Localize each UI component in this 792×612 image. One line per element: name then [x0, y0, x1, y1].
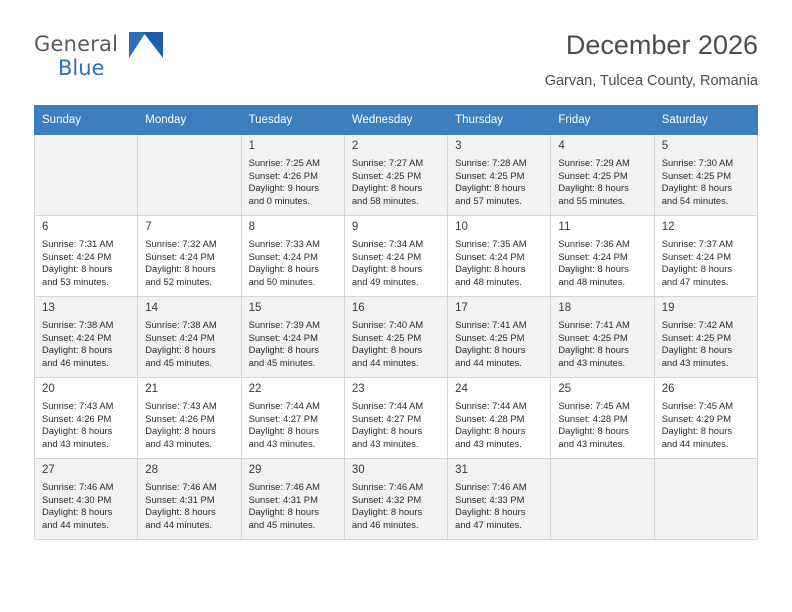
day-info-line: and 55 minutes. [558, 194, 626, 206]
day-info-line: Sunset: 4:25 PM [351, 331, 422, 343]
day-info-line: Sunrise: 7:31 AM [42, 238, 114, 249]
day-info-line: Sunset: 4:29 PM [661, 412, 731, 424]
day-info-line: Daylight: 8 hours [558, 425, 629, 437]
weekday-header-monday: Monday [138, 106, 241, 135]
day-cell-content [242, 378, 344, 458]
day-info-line: Daylight: 8 hours [661, 344, 733, 356]
day-cell-content [345, 216, 447, 296]
day-info-line: Sunrise: 7:32 AM [145, 238, 217, 249]
day-sun-info [455, 481, 545, 531]
day-sun-info [42, 400, 132, 450]
day-cell-content [138, 216, 240, 296]
day-info-line: and 44 minutes. [351, 356, 419, 368]
day-info-line: and 53 minutes. [42, 275, 109, 287]
day-number: 31 [455, 464, 468, 476]
calendar-day-cell[interactable] [344, 459, 447, 540]
calendar-day-cell[interactable] [654, 378, 757, 459]
day-sun-info [249, 481, 339, 531]
day-cell-content [551, 459, 653, 539]
day-info-line: Sunset: 4:24 PM [145, 250, 215, 262]
day-number: 13 [42, 302, 55, 314]
day-info-line: Sunrise: 7:44 AM [455, 400, 527, 411]
day-sun-info [352, 238, 442, 288]
weekday-header-tuesday: Tuesday [241, 106, 344, 135]
day-info-line: Sunset: 4:25 PM [455, 331, 525, 343]
day-info-line: and 43 minutes. [351, 437, 419, 449]
calendar-day-cell[interactable] [241, 135, 344, 216]
day-sun-info [352, 481, 442, 531]
day-info-line: Daylight: 8 hours [661, 263, 733, 275]
day-sun-info [558, 400, 648, 450]
day-info-line: and 44 minutes. [455, 356, 522, 368]
day-sun-info [352, 400, 442, 450]
day-info-line: and 52 minutes. [145, 275, 212, 287]
calendar-day-cell[interactable] [241, 378, 344, 459]
day-info-line: Sunrise: 7:30 AM [661, 157, 734, 168]
day-info-line: Daylight: 8 hours [351, 344, 423, 356]
day-number: 5 [661, 140, 669, 152]
day-number: 2 [351, 140, 359, 152]
day-info-line: and 45 minutes. [145, 356, 212, 368]
day-number: 18 [558, 302, 572, 314]
day-info-line: Daylight: 8 hours [455, 182, 526, 194]
day-info-line: Sunrise: 7:44 AM [248, 400, 320, 411]
calendar-day-cell[interactable] [448, 216, 551, 297]
day-cell-content [655, 216, 757, 296]
day-info-line: Sunrise: 7:36 AM [558, 238, 630, 249]
day-info-line: and 43 minutes. [558, 356, 626, 368]
day-info-line: Sunrise: 7:27 AM [351, 157, 424, 168]
day-info-line: Sunrise: 7:29 AM [558, 157, 630, 168]
day-sun-info [662, 238, 752, 288]
day-sun-info [145, 481, 235, 531]
calendar-day-cell[interactable] [138, 297, 241, 378]
day-info-line: and 43 minutes. [558, 437, 626, 449]
calendar-empty-cell [35, 135, 138, 216]
day-info-line: and 45 minutes. [248, 356, 316, 368]
day-number: 29 [248, 464, 262, 476]
day-info-line: Sunset: 4:28 PM [558, 412, 628, 424]
day-info-line: Daylight: 8 hours [351, 182, 423, 194]
day-number: 19 [661, 302, 675, 314]
day-info-line: Sunset: 4:24 PM [248, 331, 318, 343]
day-info-line: Sunset: 4:24 PM [351, 250, 422, 262]
day-cell-content [551, 135, 653, 215]
day-cell-content [448, 378, 550, 458]
day-info-line: Daylight: 8 hours [42, 425, 113, 437]
day-number: 25 [558, 383, 572, 395]
calendar-day-cell[interactable] [448, 297, 551, 378]
day-cell-content [345, 297, 447, 377]
calendar-day-cell[interactable] [654, 216, 757, 297]
day-info-line: Sunrise: 7:44 AM [351, 400, 424, 411]
logo-text-general: General [34, 32, 119, 56]
calendar-day-cell[interactable] [344, 378, 447, 459]
day-info-line: Daylight: 8 hours [558, 344, 629, 356]
calendar-day-cell[interactable] [551, 216, 654, 297]
page-title: December 2026 [565, 30, 758, 60]
day-info-line: Daylight: 8 hours [455, 263, 526, 275]
day-info-line: Sunrise: 7:46 AM [248, 481, 320, 492]
calendar-week-row [35, 459, 758, 540]
calendar-week-row [35, 297, 758, 378]
day-info-line: Sunset: 4:24 PM [455, 250, 525, 262]
day-cell-content [448, 216, 550, 296]
day-info-line: Sunset: 4:26 PM [42, 412, 112, 424]
day-info-line: Sunrise: 7:38 AM [145, 319, 217, 330]
day-info-line: Daylight: 8 hours [145, 425, 216, 437]
day-sun-info [249, 400, 339, 450]
day-info-line: Daylight: 8 hours [558, 263, 629, 275]
day-cell-content [35, 135, 137, 215]
calendar-table [34, 105, 758, 540]
calendar-day-cell[interactable] [448, 378, 551, 459]
day-cell-content [138, 135, 240, 215]
day-cell-content [448, 135, 550, 215]
day-info-line: Sunset: 4:33 PM [455, 493, 525, 505]
day-info-line: Sunset: 4:25 PM [455, 169, 525, 181]
day-number: 14 [145, 302, 159, 314]
day-cell-content [448, 459, 550, 539]
day-sun-info [145, 238, 235, 288]
calendar-week-row [35, 216, 758, 297]
day-info-line: Daylight: 8 hours [455, 344, 526, 356]
day-info-line: Sunset: 4:25 PM [661, 169, 731, 181]
calendar-day-cell[interactable] [344, 216, 447, 297]
calendar-day-cell[interactable] [138, 216, 241, 297]
day-cell-content [551, 297, 653, 377]
day-sun-info [249, 319, 339, 369]
day-cell-content [35, 459, 137, 539]
day-sun-info [558, 319, 648, 369]
day-sun-info [558, 238, 648, 288]
calendar-day-cell[interactable] [35, 216, 138, 297]
day-number: 9 [351, 221, 359, 233]
day-cell-content [242, 459, 344, 539]
day-cell-content [35, 378, 137, 458]
weekday-header-sunday: Sunday [35, 106, 138, 135]
calendar-empty-cell [551, 459, 654, 540]
calendar-day-cell[interactable] [241, 297, 344, 378]
day-sun-info [662, 319, 752, 369]
day-number: 7 [145, 221, 152, 233]
day-info-line: Daylight: 8 hours [455, 425, 526, 437]
calendar-day-cell[interactable] [241, 216, 344, 297]
day-cell-content [551, 216, 653, 296]
day-info-line: Sunrise: 7:40 AM [351, 319, 424, 330]
day-info-line: and 47 minutes. [455, 518, 522, 530]
day-sun-info [249, 238, 339, 288]
day-sun-info [42, 319, 132, 369]
day-info-line: and 44 minutes. [145, 518, 212, 530]
calendar-day-cell[interactable] [35, 378, 138, 459]
day-sun-info [249, 157, 339, 207]
day-cell-content [345, 378, 447, 458]
calendar-day-cell[interactable] [654, 297, 757, 378]
day-info-line: Sunrise: 7:39 AM [248, 319, 320, 330]
day-info-line: Sunset: 4:26 PM [248, 169, 318, 181]
day-info-line: and 46 minutes. [42, 356, 109, 368]
location-subtitle: Garvan, Tulcea County, Romania [544, 73, 758, 89]
day-info-line: Sunset: 4:24 PM [661, 250, 731, 262]
day-info-line: and 44 minutes. [42, 518, 109, 530]
day-info-line: Sunrise: 7:43 AM [145, 400, 217, 411]
day-info-line: and 43 minutes. [455, 437, 522, 449]
day-info-line: Daylight: 8 hours [351, 506, 423, 518]
day-info-line: Daylight: 8 hours [42, 506, 113, 518]
calendar-day-cell[interactable] [551, 297, 654, 378]
day-info-line: Daylight: 8 hours [351, 425, 423, 437]
day-cell-content [138, 378, 240, 458]
day-number: 11 [558, 221, 571, 233]
day-info-line: Sunset: 4:27 PM [351, 412, 422, 424]
day-info-line: Daylight: 8 hours [558, 182, 629, 194]
day-info-line: Daylight: 8 hours [351, 263, 423, 275]
day-number: 30 [351, 464, 365, 476]
day-info-line: Sunrise: 7:46 AM [455, 481, 527, 492]
day-sun-info [558, 157, 648, 207]
day-info-line: and 54 minutes. [661, 194, 729, 206]
day-sun-info [455, 400, 545, 450]
day-info-line: Daylight: 8 hours [145, 344, 216, 356]
weekday-header-saturday: Saturday [654, 106, 757, 135]
day-info-line: Sunset: 4:24 PM [248, 250, 318, 262]
day-info-line: Sunset: 4:25 PM [558, 169, 628, 181]
day-info-line: Sunrise: 7:41 AM [558, 319, 630, 330]
day-info-line: Daylight: 9 hours [248, 182, 319, 194]
day-number: 27 [42, 464, 55, 476]
day-info-line: Sunrise: 7:42 AM [661, 319, 734, 330]
day-info-line: Sunset: 4:24 PM [145, 331, 215, 343]
day-number: 15 [248, 302, 262, 314]
day-cell-content [35, 216, 137, 296]
day-info-line: Sunset: 4:32 PM [351, 493, 422, 505]
day-sun-info [352, 319, 442, 369]
day-cell-content [138, 297, 240, 377]
day-info-line: Daylight: 8 hours [455, 506, 526, 518]
day-info-line: and 0 minutes. [248, 194, 311, 206]
day-number: 24 [455, 383, 468, 395]
day-info-line: Daylight: 8 hours [248, 506, 319, 518]
day-info-line: Daylight: 8 hours [145, 263, 216, 275]
day-number: 8 [248, 221, 255, 233]
day-sun-info [662, 157, 752, 207]
day-sun-info [455, 157, 545, 207]
day-sun-info [145, 400, 235, 450]
day-info-line: and 43 minutes. [42, 437, 109, 449]
day-info-line: and 48 minutes. [455, 275, 522, 287]
day-number: 3 [455, 140, 462, 152]
day-number: 23 [351, 383, 365, 395]
day-info-line: and 43 minutes. [661, 356, 729, 368]
day-info-line: Sunset: 4:31 PM [248, 493, 318, 505]
day-info-line: Sunset: 4:28 PM [455, 412, 525, 424]
day-info-line: Sunset: 4:24 PM [42, 331, 112, 343]
day-info-line: and 46 minutes. [351, 518, 419, 530]
day-number: 10 [455, 221, 468, 233]
day-number: 28 [145, 464, 159, 476]
day-info-line: and 49 minutes. [351, 275, 419, 287]
day-sun-info [145, 319, 235, 369]
calendar-day-cell[interactable] [654, 135, 757, 216]
calendar-day-cell[interactable] [551, 378, 654, 459]
day-info-line: and 48 minutes. [558, 275, 626, 287]
day-info-line: and 58 minutes. [351, 194, 419, 206]
day-cell-content [655, 378, 757, 458]
day-info-line: and 45 minutes. [248, 518, 316, 530]
day-info-line: and 43 minutes. [248, 437, 316, 449]
day-sun-info [662, 400, 752, 450]
day-info-line: Daylight: 8 hours [248, 263, 319, 275]
day-number: 1 [248, 140, 255, 152]
day-number: 12 [661, 221, 675, 233]
day-info-line: Sunrise: 7:45 AM [661, 400, 734, 411]
calendar-day-cell[interactable] [448, 459, 551, 540]
calendar-day-cell[interactable] [344, 135, 447, 216]
day-cell-content [655, 459, 757, 539]
calendar-empty-cell [138, 135, 241, 216]
day-info-line: Daylight: 8 hours [248, 344, 319, 356]
logo-text-blue: Blue [58, 56, 105, 80]
day-info-line: and 43 minutes. [145, 437, 212, 449]
day-number: 22 [248, 383, 262, 395]
day-number: 21 [145, 383, 159, 395]
day-number: 20 [42, 383, 55, 395]
day-sun-info [42, 481, 132, 531]
day-cell-content [345, 459, 447, 539]
day-info-line: Sunset: 4:25 PM [661, 331, 731, 343]
day-cell-content [242, 297, 344, 377]
day-info-line: Sunrise: 7:45 AM [558, 400, 630, 411]
day-info-line: Daylight: 8 hours [661, 425, 733, 437]
day-info-line: Daylight: 8 hours [248, 425, 319, 437]
page-header [34, 28, 758, 98]
calendar-header-row [35, 106, 758, 135]
day-info-line: Sunrise: 7:35 AM [455, 238, 527, 249]
day-info-line: Daylight: 8 hours [42, 344, 113, 356]
day-info-line: Sunrise: 7:43 AM [42, 400, 114, 411]
day-info-line: and 57 minutes. [455, 194, 522, 206]
day-info-line: Daylight: 8 hours [42, 263, 113, 275]
calendar-empty-cell [654, 459, 757, 540]
day-info-line: Sunset: 4:24 PM [558, 250, 628, 262]
day-number: 6 [42, 221, 49, 233]
day-info-line: Sunrise: 7:33 AM [248, 238, 320, 249]
day-number: 4 [558, 140, 565, 152]
day-info-line: Daylight: 8 hours [661, 182, 733, 194]
logo[interactable] [34, 32, 224, 88]
day-info-line: Sunrise: 7:46 AM [145, 481, 217, 492]
weekday-header-wednesday: Wednesday [344, 106, 447, 135]
calendar-day-cell[interactable] [35, 297, 138, 378]
day-info-line: Sunset: 4:24 PM [42, 250, 112, 262]
calendar-day-cell[interactable] [344, 297, 447, 378]
day-number: 16 [351, 302, 365, 314]
calendar-day-cell[interactable] [138, 459, 241, 540]
day-cell-content [551, 378, 653, 458]
day-number: 26 [661, 383, 675, 395]
day-sun-info [455, 319, 545, 369]
day-info-line: Sunset: 4:30 PM [42, 493, 112, 505]
day-number: 17 [455, 302, 468, 314]
day-info-line: and 47 minutes. [661, 275, 729, 287]
calendar-day-cell[interactable] [241, 459, 344, 540]
flag-icon [129, 32, 163, 58]
day-info-line: and 44 minutes. [661, 437, 729, 449]
day-info-line: and 50 minutes. [248, 275, 316, 287]
day-info-line: Sunrise: 7:46 AM [351, 481, 424, 492]
day-info-line: Sunrise: 7:46 AM [42, 481, 114, 492]
calendar-day-cell[interactable] [138, 378, 241, 459]
day-info-line: Sunrise: 7:25 AM [248, 157, 320, 168]
day-info-line: Sunrise: 7:34 AM [351, 238, 424, 249]
day-cell-content [138, 459, 240, 539]
day-cell-content [242, 135, 344, 215]
day-info-line: Sunset: 4:25 PM [558, 331, 628, 343]
day-info-line: Daylight: 8 hours [145, 506, 216, 518]
day-cell-content [448, 297, 550, 377]
title-block [545, 28, 758, 92]
day-info-line: Sunrise: 7:41 AM [455, 319, 527, 330]
day-cell-content [35, 297, 137, 377]
day-info-line: Sunrise: 7:38 AM [42, 319, 114, 330]
day-sun-info [455, 238, 545, 288]
day-info-line: Sunset: 4:27 PM [248, 412, 318, 424]
calendar-day-cell[interactable] [551, 135, 654, 216]
day-cell-content [242, 216, 344, 296]
calendar-week-row [35, 135, 758, 216]
calendar-day-cell[interactable] [35, 459, 138, 540]
day-info-line: Sunset: 4:31 PM [145, 493, 215, 505]
day-info-line: Sunset: 4:26 PM [145, 412, 215, 424]
weekday-header-thursday: Thursday [448, 106, 551, 135]
day-cell-content [655, 297, 757, 377]
day-info-line: Sunrise: 7:28 AM [455, 157, 527, 168]
day-info-line: Sunset: 4:25 PM [351, 169, 422, 181]
day-info-line: Sunrise: 7:37 AM [661, 238, 734, 249]
weekday-header-friday: Friday [551, 106, 654, 135]
calendar-week-row [35, 378, 758, 459]
calendar-day-cell[interactable] [448, 135, 551, 216]
day-cell-content [655, 135, 757, 215]
day-cell-content [345, 135, 447, 215]
day-sun-info [352, 157, 442, 207]
day-sun-info [42, 238, 132, 288]
